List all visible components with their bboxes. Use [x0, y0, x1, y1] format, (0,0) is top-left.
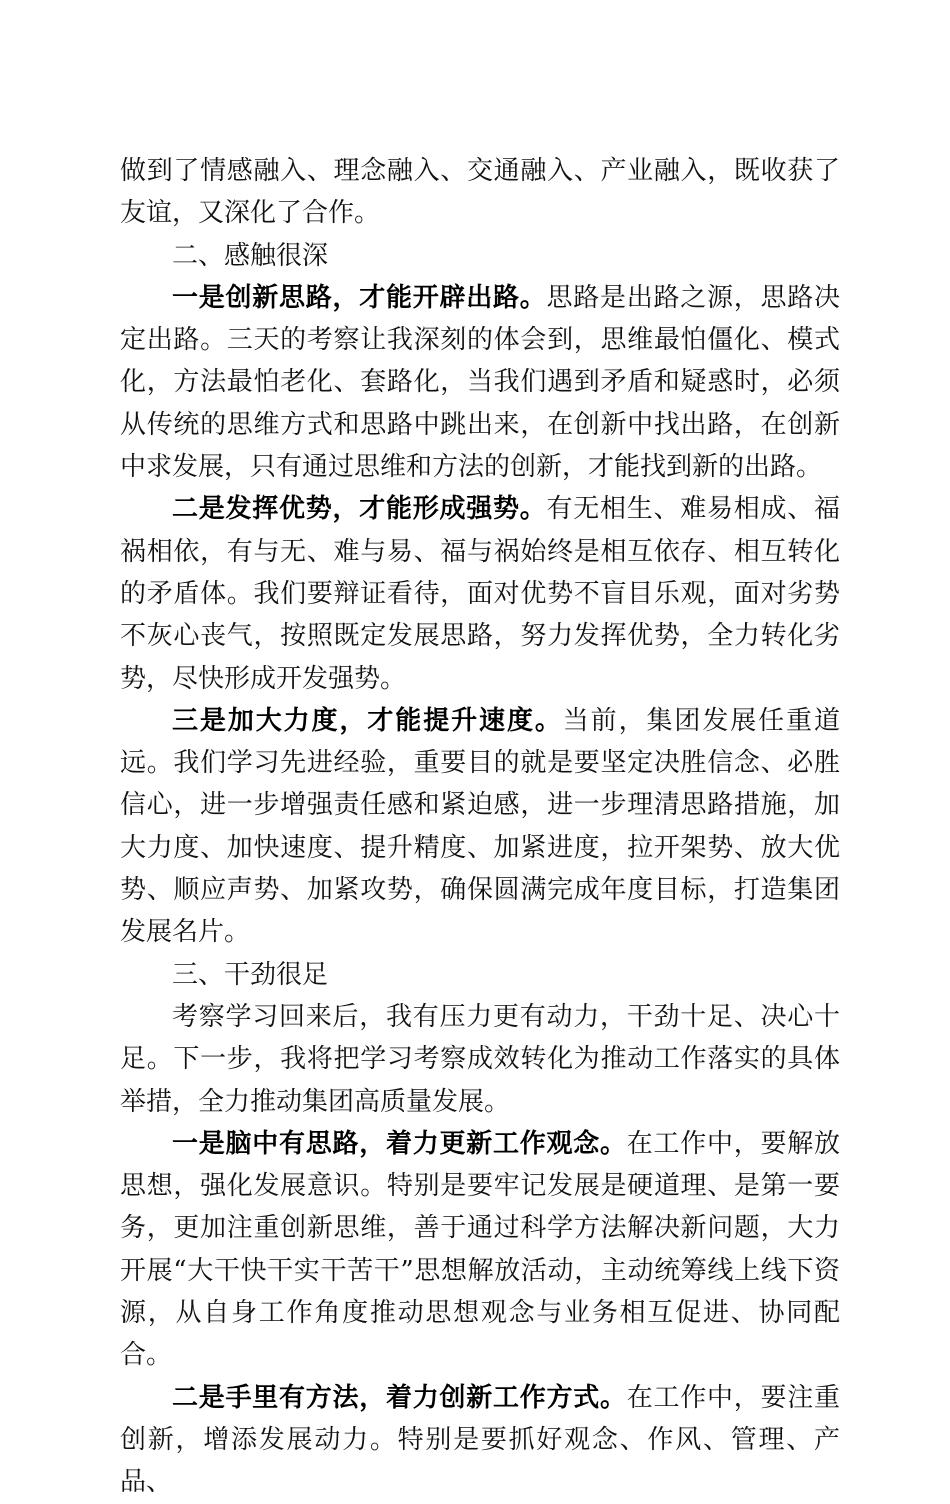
paragraph-text: 在工作中，要注重创新，增添发展动力。特别是要抓好观念、作风、管理、产品、 — [120, 1382, 840, 1498]
paragraph-continuation — [120, 150, 840, 235]
paragraph-point-1 — [120, 277, 840, 488]
document-page — [120, 150, 840, 1504]
paragraph-point-2 — [120, 488, 840, 699]
heading-text: 二、感触很深 — [172, 240, 329, 271]
paragraph-lead: 二是手里有方法，着力创新工作方式。 — [172, 1382, 627, 1413]
paragraph-measure-1 — [120, 1123, 840, 1377]
paragraph-intro — [120, 996, 840, 1123]
paragraph-text: 在工作中，要解放思想，强化发展意识。特别是要牢记发展是硬道理、是第一要务，更加注重创新思维，善于通过科学方法解决新问题，大力开展“大干快干实干苦干”思想解放活动，主动统筹线上线下资源，从自身工作角度推动思想观念与业务相互促进、协同配合。 — [120, 1128, 840, 1371]
paragraph-point-3 — [120, 700, 840, 954]
paragraph-lead: 一是脑中有思路，着力更新工作观念。 — [172, 1128, 627, 1159]
paragraph-measure-2 — [120, 1377, 840, 1504]
section-heading-3 — [120, 954, 840, 996]
heading-text: 三、干劲很足 — [172, 959, 329, 990]
section-heading-2 — [120, 235, 840, 277]
paragraph-text: 做到了情感融入、理念融入、交通融入、产业融入，既收获了友谊，又深化了合作。 — [120, 156, 840, 229]
paragraph-lead: 一是创新思路，才能开辟出路。 — [172, 282, 547, 313]
paragraph-text: 有无相生、难易相成、福祸相依，有与无、难与易、福与祸始终是相互依存、相互转化的矛盾体。我们要辩证看待，面对优势不盲目乐观，面对劣势不灰心丧气，按照既定发展思路，努力发挥优势，全力转化劣势，尽快形成开发强势。 — [120, 494, 840, 694]
paragraph-lead: 二是发挥优势，才能形成强势。 — [172, 494, 547, 525]
paragraph-lead: 三是加大力度，才能提升速度。 — [172, 705, 563, 736]
paragraph-text: 思路是出路之源，思路决定出路。三天的考察让我深刻的体会到，思维最怕僵化、模式化，方法最怕老化、套路化，当我们遇到矛盾和疑惑时，必须从传统的思维方式和思路中跳出来，在创新中找出路，在创新中求发展，只有通过思维和方法的创新，才能找到新的出路。 — [120, 282, 840, 483]
paragraph-text: 当前，集团发展任重道远。我们学习先进经验，重要目的就是要坚定决胜信念、必胜信心，进一步增强责任感和紧迫感，进一步理清思路措施，加大力度、加快速度、提升精度、加紧进度，拉开架势、放大优势、顺应声势、加紧攻势，确保圆满完成年度目标，打造集团发展名片。 — [120, 705, 840, 948]
paragraph-text: 考察学习回来后，我有压力更有动力，干劲十足、决心十足。下一步，我将把学习考察成效转化为推动工作落实的具体举措，全力推动集团高质量发展。 — [120, 1001, 840, 1117]
